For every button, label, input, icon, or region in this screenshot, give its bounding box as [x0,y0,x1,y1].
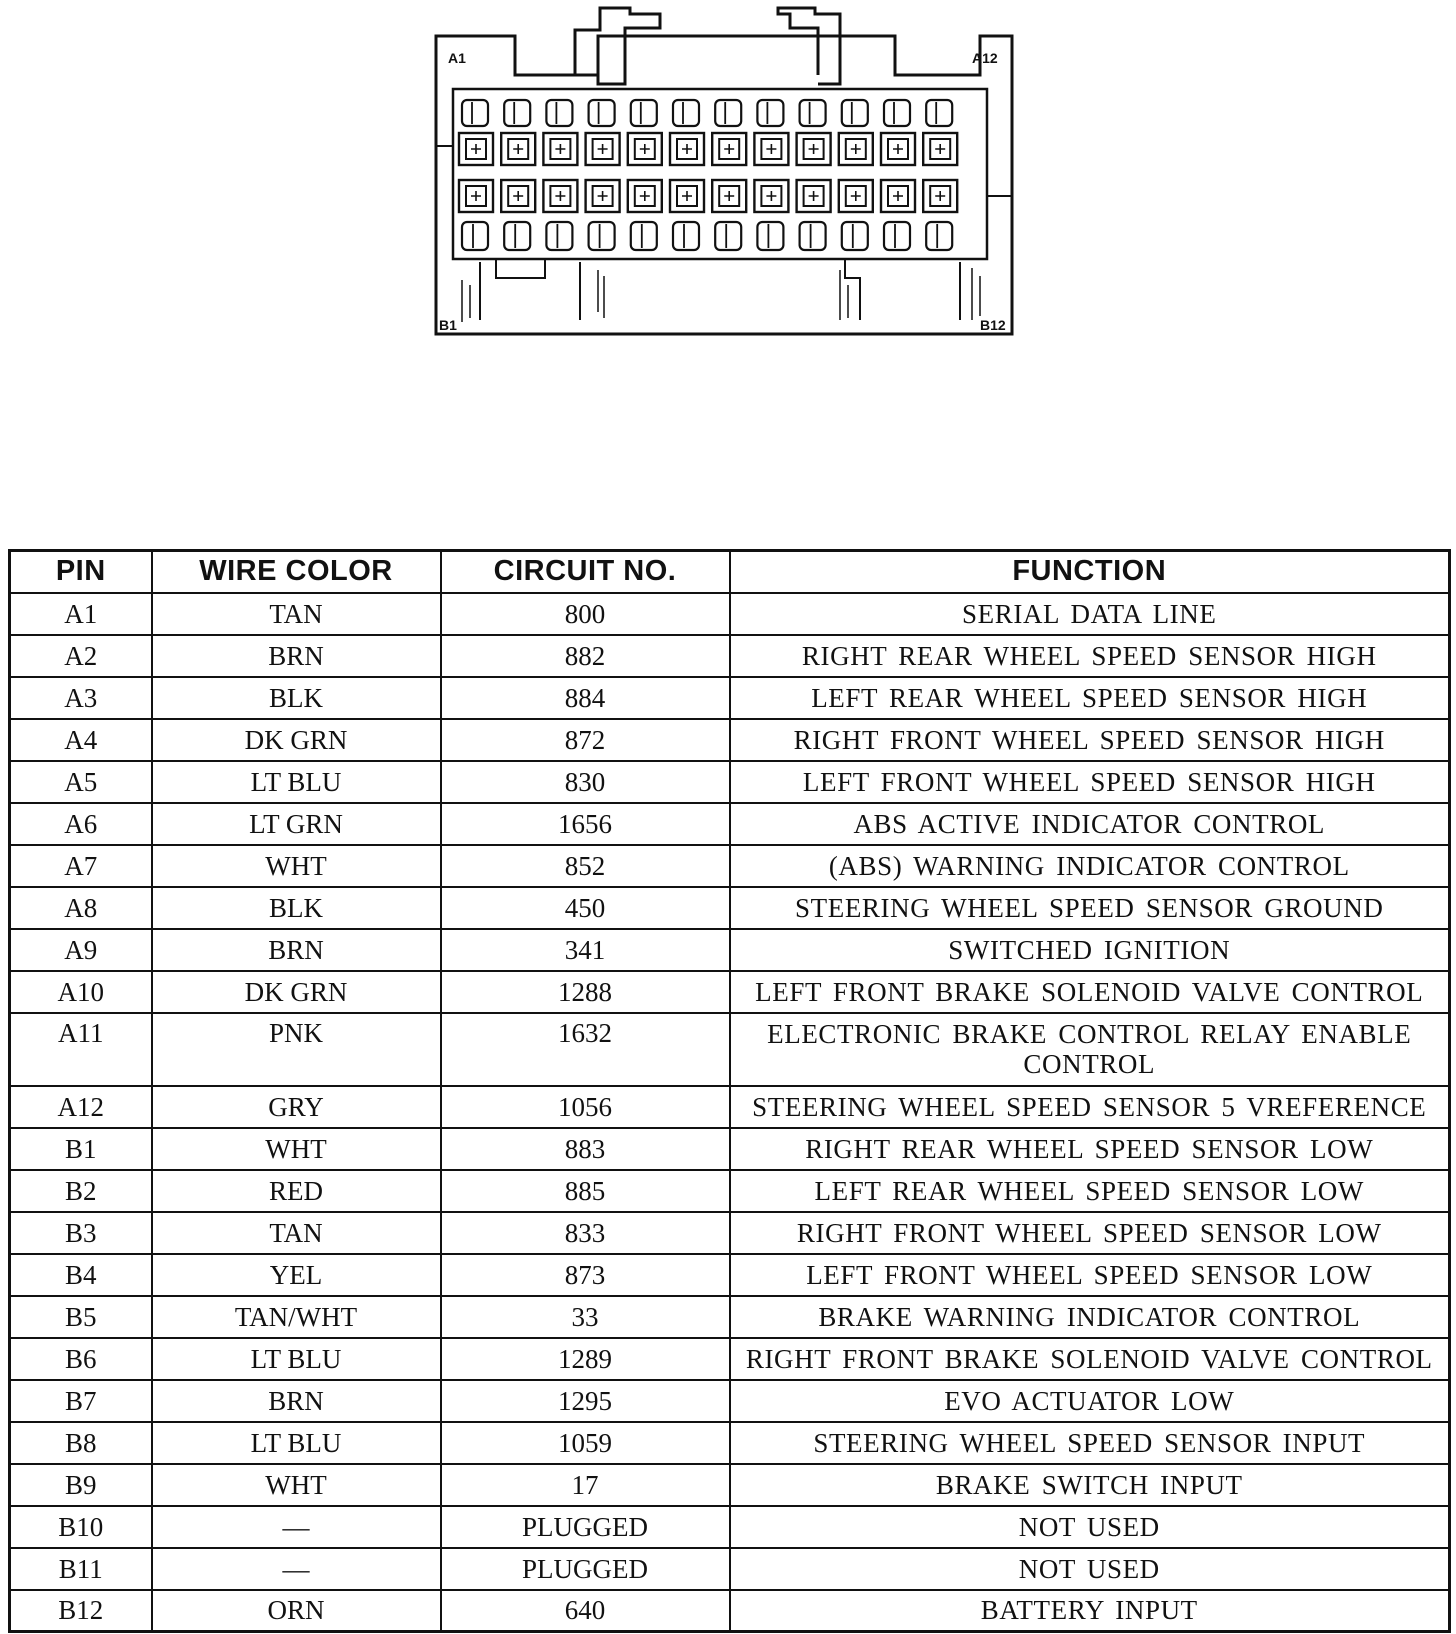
label-b12: B12 [980,317,1006,333]
pin-cell: A4 [10,719,152,761]
circuit-cell: 450 [441,887,730,929]
function-cell: LEFT REAR WHEEL SPEED SENSOR HIGH [730,677,1450,719]
wire-color-cell: ORN [152,1590,441,1632]
bottom-latch-cavity [884,222,910,250]
pin-cell: A1 [10,593,152,635]
function-cell: LEFT FRONT BRAKE SOLENOID VALVE CONTROL [730,971,1450,1013]
wire-color-cell: PNK [152,1013,441,1086]
table-row [10,1254,1450,1296]
top-latch-cavity [800,100,826,126]
bottom-latch-cavity [589,222,615,250]
table-row [10,1380,1450,1422]
circuit-cell: 884 [441,677,730,719]
table-row [10,1464,1450,1506]
circuit-cell: 885 [441,1170,730,1212]
wire-color-cell: TAN/WHT [152,1296,441,1338]
wire-color-cell: YEL [152,1254,441,1296]
table-row [10,1422,1450,1464]
pin-cell: A2 [10,635,152,677]
table-row [10,677,1450,719]
table-row [10,1590,1450,1632]
wire-color-cell: RED [152,1170,441,1212]
top-latch-cavity [842,100,868,126]
circuit-cell: 17 [441,1464,730,1506]
pin-cell: B6 [10,1338,152,1380]
function-cell: BATTERY INPUT [730,1590,1450,1632]
pin-cell: A6 [10,803,152,845]
right-lock-tab [778,8,840,84]
function-cell: BRAKE WARNING INDICATOR CONTROL [730,1296,1450,1338]
header-wire-color: WIRE COLOR [152,551,441,593]
circuit-cell: 1632 [441,1013,730,1086]
bottom-latch-cavity [504,222,530,250]
wire-color-cell: BRN [152,635,441,677]
table-row [10,761,1450,803]
header-function: FUNCTION [730,551,1450,593]
pin-cell: A11 [10,1013,152,1086]
pin-cell: A3 [10,677,152,719]
circuit-cell: 830 [441,761,730,803]
pin-field-frame [453,89,987,259]
wire-color-cell: GRY [152,1086,441,1128]
circuit-cell: 33 [441,1296,730,1338]
circuit-cell: 1289 [441,1338,730,1380]
top-latch-cavity [884,100,910,126]
label-a1: A1 [448,50,466,66]
table-row [10,635,1450,677]
circuit-cell: 1056 [441,1086,730,1128]
wire-color-cell: WHT [152,845,441,887]
top-latch-cavity [673,100,699,126]
bottom-latch-cavity [546,222,572,250]
wire-color-cell: LT BLU [152,1338,441,1380]
function-cell: LEFT REAR WHEEL SPEED SENSOR LOW [730,1170,1450,1212]
pin-cell: B4 [10,1254,152,1296]
table-row [10,1086,1450,1128]
wire-color-cell: WHT [152,1128,441,1170]
function-cell: RIGHT FRONT WHEEL SPEED SENSOR HIGH [730,719,1450,761]
circuit-cell: 873 [441,1254,730,1296]
pin-cell: A10 [10,971,152,1013]
table-row [10,1128,1450,1170]
bottom-latch-cavity [800,222,826,250]
pin-cell: B1 [10,1128,152,1170]
function-cell: BRAKE SWITCH INPUT [730,1464,1450,1506]
pin-cell: B7 [10,1380,152,1422]
top-latch-cavity [504,100,530,126]
function-cell: NOT USED [730,1506,1450,1548]
pin-cell: A7 [10,845,152,887]
pin-cell: B11 [10,1548,152,1590]
pin-cell: B8 [10,1422,152,1464]
table-header-row [10,551,1450,593]
wire-color-cell: DK GRN [152,971,441,1013]
bottom-latch-cavity [757,222,783,250]
bottom-latch-cavity [462,222,488,250]
pin-cell: A9 [10,929,152,971]
wire-color-cell: WHT [152,1464,441,1506]
circuit-cell: 833 [441,1212,730,1254]
wire-color-cell: BLK [152,887,441,929]
circuit-cell: 883 [441,1128,730,1170]
wire-color-cell: LT GRN [152,803,441,845]
function-cell: LEFT FRONT WHEEL SPEED SENSOR HIGH [730,761,1450,803]
function-cell: NOT USED [730,1548,1450,1590]
table-row [10,971,1450,1013]
wire-color-cell: BRN [152,929,441,971]
table-row [10,1013,1450,1086]
wire-color-cell: LT BLU [152,1422,441,1464]
circuit-cell: PLUGGED [441,1506,730,1548]
wire-color-cell: LT BLU [152,761,441,803]
circuit-cell: 872 [441,719,730,761]
function-cell: RIGHT FRONT BRAKE SOLENOID VALVE CONTROL [730,1338,1450,1380]
table-row [10,1170,1450,1212]
pinout-table [8,549,1451,1633]
wire-color-cell: TAN [152,1212,441,1254]
pin-cell: B10 [10,1506,152,1548]
wire-color-cell: BLK [152,677,441,719]
pinout-body [10,593,1450,1632]
wire-color-cell: — [152,1548,441,1590]
wire-color-cell: BRN [152,1380,441,1422]
table-row [10,887,1450,929]
function-cell: EVO ACTUATOR LOW [730,1380,1450,1422]
top-latch-cavity [589,100,615,126]
circuit-cell: 882 [441,635,730,677]
circuit-cell: 1059 [441,1422,730,1464]
circuit-cell: 852 [441,845,730,887]
table-row [10,845,1450,887]
wire-color-cell: — [152,1506,441,1548]
top-latch-cavity [715,100,741,126]
function-cell: ELECTRONIC BRAKE CONTROL RELAY ENABLE CONTROL [730,1013,1450,1086]
circuit-cell: 1656 [441,803,730,845]
function-cell: STEERING WHEEL SPEED SENSOR INPUT [730,1422,1450,1464]
table-row [10,803,1450,845]
function-cell: STEERING WHEEL SPEED SENSOR 5 VREFERENCE [730,1086,1450,1128]
pin-cell: B9 [10,1464,152,1506]
circuit-cell: 1288 [441,971,730,1013]
function-cell: RIGHT REAR WHEEL SPEED SENSOR HIGH [730,635,1450,677]
top-latch-cavity [462,100,488,126]
circuit-cell: PLUGGED [441,1548,730,1590]
function-cell: RIGHT FRONT WHEEL SPEED SENSOR LOW [730,1212,1450,1254]
left-lock-tab [575,8,660,84]
function-cell: ABS ACTIVE INDICATOR CONTROL [730,803,1450,845]
circuit-cell: 800 [441,593,730,635]
header-pin: PIN [10,551,152,593]
pin-cell: A5 [10,761,152,803]
pin-cell: A8 [10,887,152,929]
top-latch-cavity [926,100,952,126]
function-cell: SERIAL DATA LINE [730,593,1450,635]
label-a12: A12 [972,50,998,66]
connector-face-diagram [0,0,1456,360]
top-latch-cavity [631,100,657,126]
bottom-latch-cavity [715,222,741,250]
top-latch-cavity [757,100,783,126]
function-cell: SWITCHED IGNITION [730,929,1450,971]
lower-key-left [496,259,545,278]
bottom-latch-cavity [842,222,868,250]
circuit-cell: 1295 [441,1380,730,1422]
table-row [10,1338,1450,1380]
pin-cell: A12 [10,1086,152,1128]
table-row [10,719,1450,761]
pin-cell: B3 [10,1212,152,1254]
circuit-cell: 341 [441,929,730,971]
top-latch-cavity [546,100,572,126]
function-cell: STEERING WHEEL SPEED SENSOR GROUND [730,887,1450,929]
table-row [10,1506,1450,1548]
table-row [10,1548,1450,1590]
table-row [10,1296,1450,1338]
table-row [10,929,1450,971]
circuit-cell: 640 [441,1590,730,1632]
function-cell: LEFT FRONT WHEEL SPEED SENSOR LOW [730,1254,1450,1296]
bottom-latch-cavity [926,222,952,250]
header-circuit-no: CIRCUIT NO. [441,551,730,593]
bottom-latch-cavity [631,222,657,250]
table-row [10,593,1450,635]
pin-cell: B2 [10,1170,152,1212]
wire-color-cell: TAN [152,593,441,635]
pin-cell: B5 [10,1296,152,1338]
bottom-latch-cavity [673,222,699,250]
pin-rows [459,100,957,250]
pin-cell: B12 [10,1590,152,1632]
function-cell: (ABS) WARNING INDICATOR CONTROL [730,845,1450,887]
table-row [10,1212,1450,1254]
function-cell: RIGHT REAR WHEEL SPEED SENSOR LOW [730,1128,1450,1170]
label-b1: B1 [439,317,457,333]
wire-color-cell: DK GRN [152,719,441,761]
